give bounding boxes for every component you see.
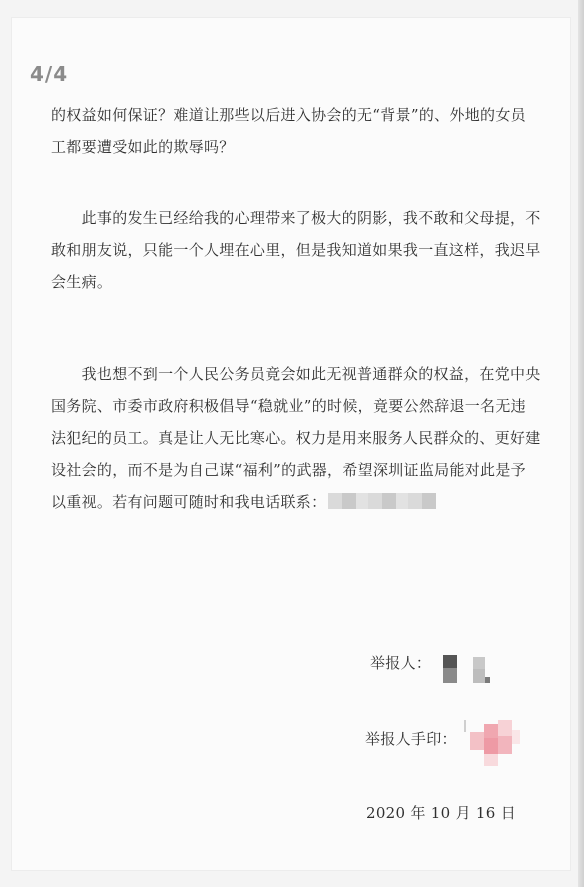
fingerprint-label: 举报人手印：	[365, 730, 457, 748]
paragraph-3	[51, 358, 541, 518]
paragraph-2: 此事的发生已经给我的心理带来了极大的阴影，我不敢和父母提，不敢和朋友说，只能一个人埋在心里，但是我知道如果我一直这样，我迟早会生病。	[51, 209, 541, 291]
paragraph-1: 的权益如何保证？难道让那些以后进入协会的无“背景”的、外地的女员工都要遭受如此的欺辱吗？	[51, 106, 526, 156]
page-number: 4/4	[30, 62, 69, 86]
page-edge	[578, 0, 584, 887]
reporter-label: 举报人：	[370, 654, 432, 672]
redacted-reporter-name	[443, 655, 493, 687]
redacted-fingerprint-stamp	[470, 720, 522, 768]
redacted-phone-number	[328, 493, 436, 509]
letter-date: 2020 年 10 月 16 日	[366, 804, 516, 822]
paragraph-3-text: 我也想不到一个人民公务员竟会如此无视普通群众的权益，在党中央国务院、市委市政府积极倡导“稳就业”的时候，竟要公然辞退一名无违法犯纪的员工。真是让人无比寒心。权力是用来服务人民群众的、更好建设社会的，而不是为自己谋“福利”的武器，希望深圳证监局能对此是予以重视。若有问题可随时和我电话联系：	[51, 365, 541, 511]
